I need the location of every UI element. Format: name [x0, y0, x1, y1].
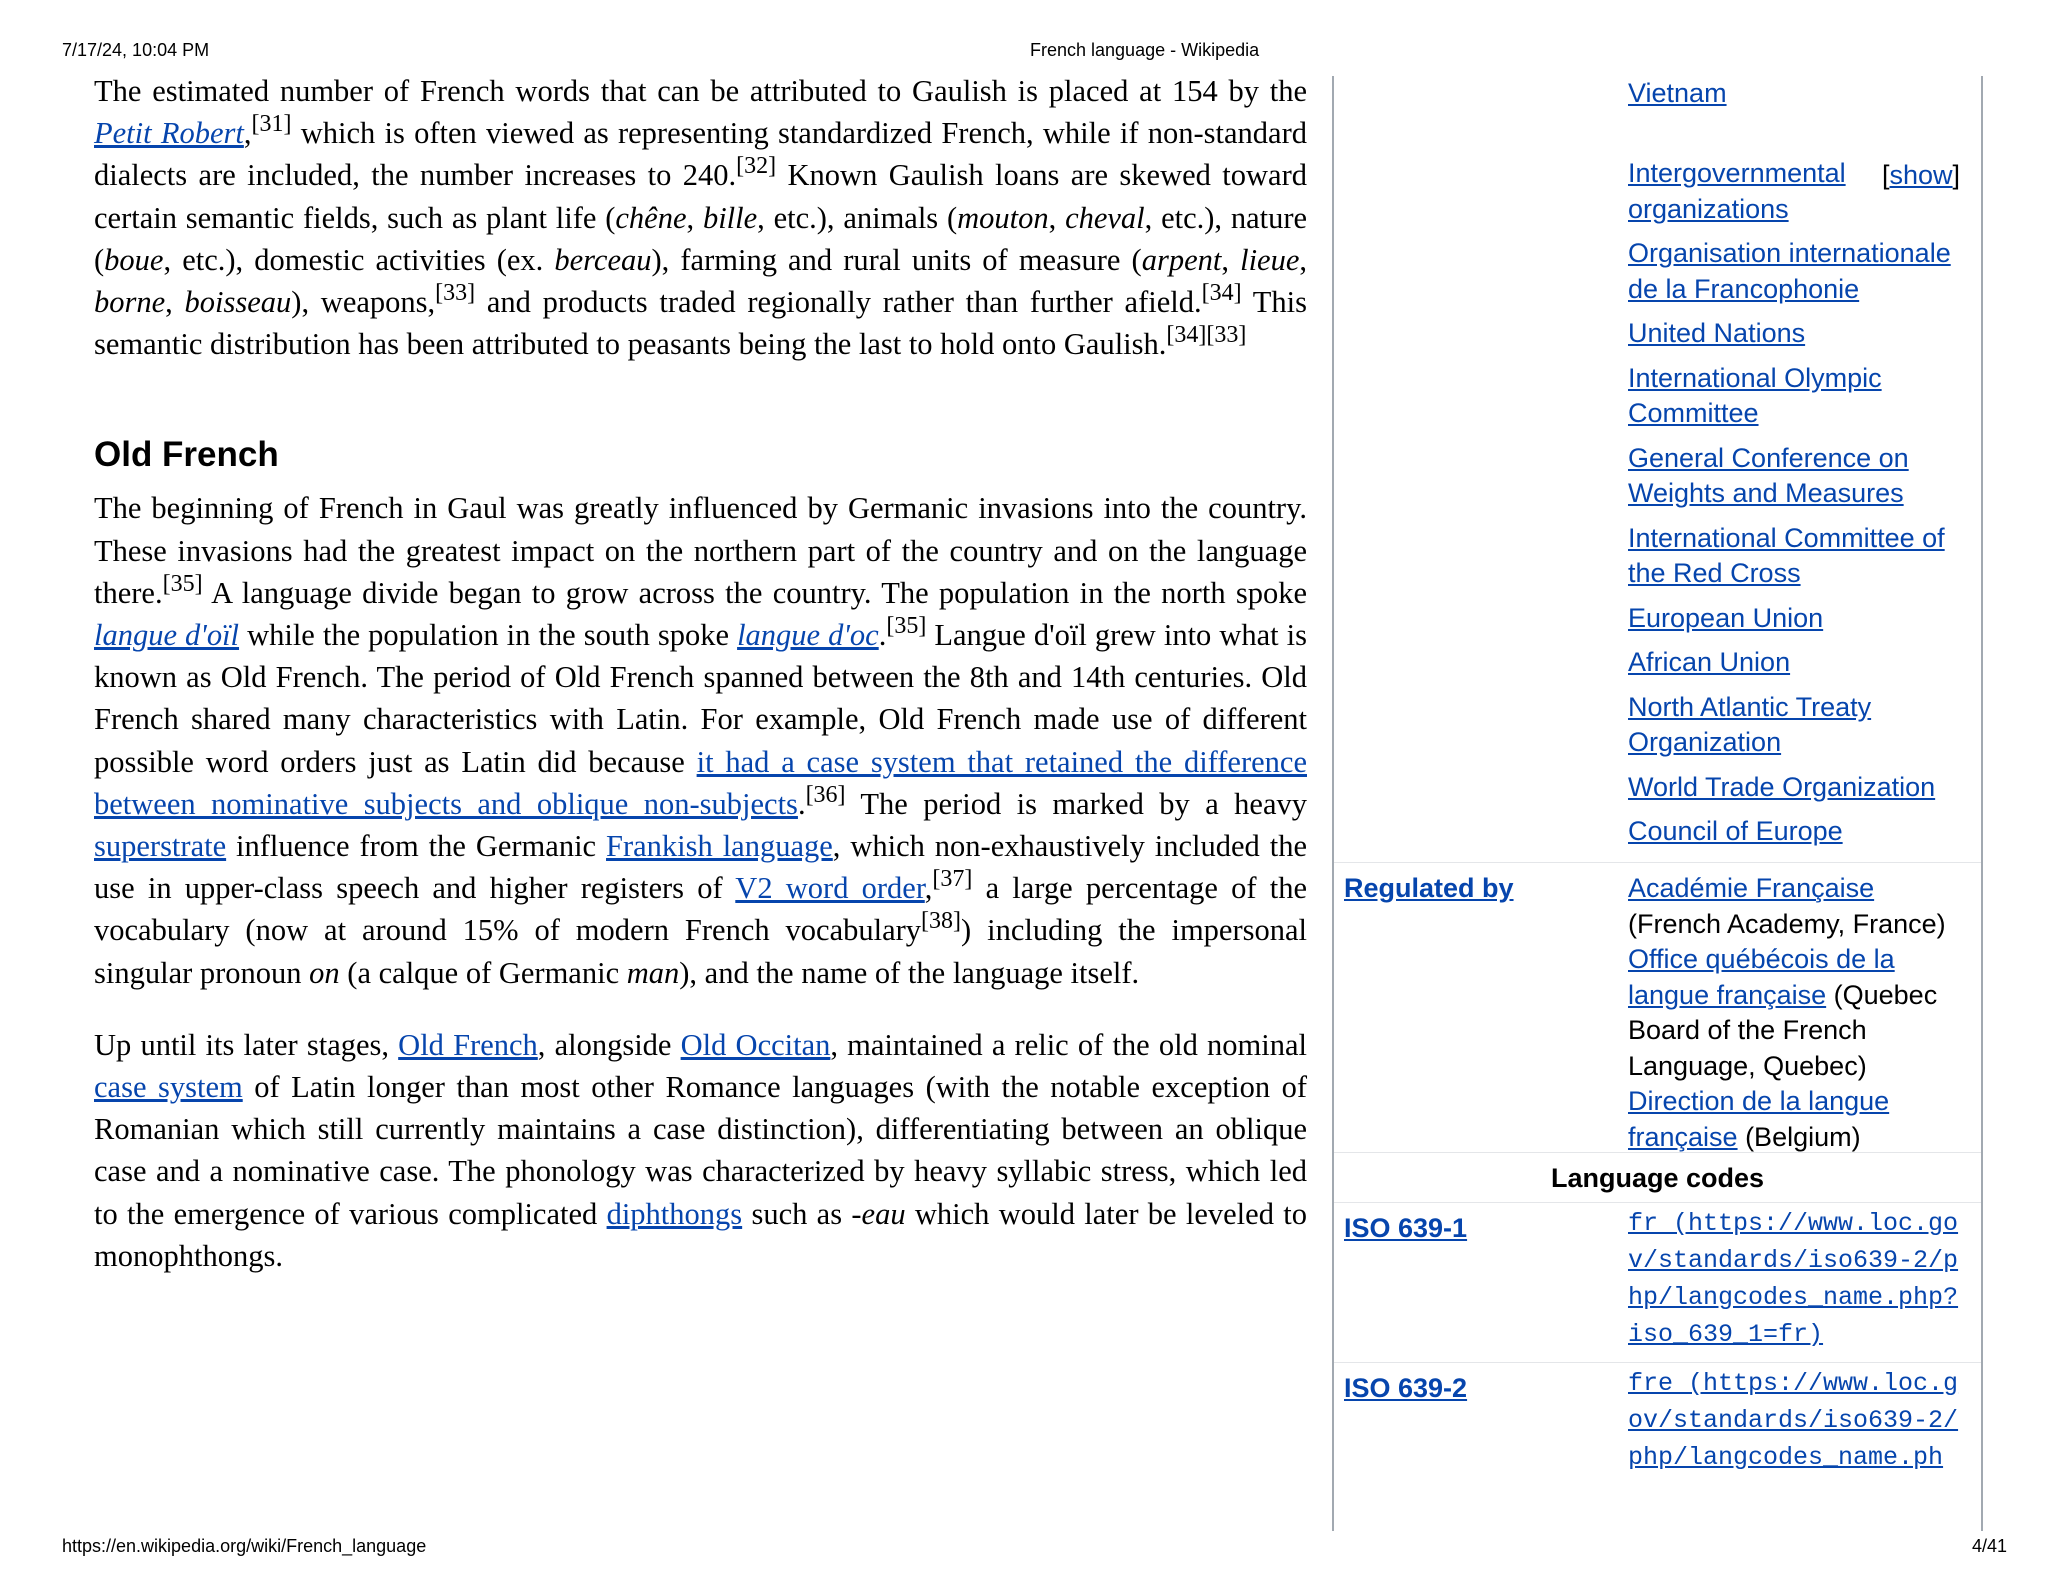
- infobox-link-vietnam[interactable]: Vietnam: [1628, 78, 1727, 108]
- link-langue-doil[interactable]: langue d'oïl: [94, 618, 240, 653]
- paragraph-old-french: The beginning of French in Gaul was greatly influenced by Germanic invasions into the country. These invasions had the greatest impact on the northern part of the country and on the language there.[35] A language divide began to grow across the country. The population in the north spoke langue d'oïl while the population in the south spoke langue d'oc.[35] Langue d'oïl grew into what is known as Old French. The period of Old French spanned between the 8th and 14th centuries. Old French shared many characteristics with Latin. For example, Old French made use of different possible word orders just as Latin did because it had a case system that retained the difference between nominative subjects and oblique non-subjects.[36] The period is marked by a heavy superstrate influence from the Germanic Frankish language, which non-exhaustively included the use in upper-class speech and higher registers of V2 word order,[37] a large percentage of the vocabulary (now at around 15% of modern French vocabulary[38]) including the impersonal singular pronoun on (a calque of Germanic man), and the name of the language itself.: [94, 491, 1308, 990]
- print-url: https://en.wikipedia.org/wiki/French_language: [62, 1536, 427, 1556]
- org-link[interactable]: World Trade Organization: [1628, 771, 1936, 802]
- section-heading-old-french: Old French: [94, 435, 279, 475]
- link-diphthongs[interactable]: diphthongs: [606, 1196, 743, 1231]
- article-body: [94, 70, 1307, 1277]
- org-link[interactable]: International Committee of the Red Cross: [1628, 522, 1945, 588]
- ref-32[interactable]: [32]: [736, 153, 777, 180]
- org-link[interactable]: General Conference on Weights and Measures: [1628, 442, 1909, 508]
- org-link[interactable]: International Olympic Committee: [1628, 362, 1882, 428]
- infobox-codes-header-row: [1334, 1152, 1981, 1202]
- infobox-organizations-list: [1628, 156, 1973, 850]
- regulated-by-link[interactable]: Regulated by: [1344, 873, 1514, 903]
- print-page-number: 4/41: [1972, 1536, 2008, 1556]
- org-link[interactable]: Council of Europe: [1628, 816, 1843, 846]
- paragraph-gaulish: The estimated number of French words that can be attributed to Gaulish is placed at 154 by the Petit Robert,[31] which is often viewed as representing standardized French, while if non-standard dialects are included, the number increases to 240.[32] Known Gaulish loans are skewed toward certain semantic fields, such as plant life (chêne, bille, etc.), animals (mouton, cheval, etc.), nature (boue, etc.), domestic activities (ex. berceau), farming and rural units of measure (arpent, lieue, borne, boisseau), weapons,[33] and products traded regionally rather than further afield.[34] This semantic distribution has been attributed to peasants being the last to hold onto Gaulish.[34][33]: [94, 74, 1308, 362]
- ref-34[interactable]: [34]: [1201, 280, 1242, 307]
- link-case-system[interactable]: case system: [94, 1070, 243, 1105]
- link-case-system-difference[interactable]: it had a case system that retained the difference between nominative subjects and oblique non-subjects: [94, 744, 1307, 821]
- print-page-title: French language - Wikipedia: [1030, 40, 1260, 60]
- infobox-row-iso639-2: [1334, 1362, 1981, 1531]
- language-codes-heading: Language codes: [1550, 1163, 1765, 1193]
- ref-37[interactable]: [37]: [932, 866, 973, 893]
- link-old-french[interactable]: Old French: [398, 1027, 538, 1062]
- link-superstrate[interactable]: superstrate: [94, 829, 227, 864]
- show-button[interactable]: show: [1889, 160, 1953, 190]
- link-petit-robert[interactable]: Petit Robert: [94, 116, 244, 151]
- org-link[interactable]: United Nations: [1628, 318, 1806, 348]
- link-office-quebecois[interactable]: Office québécois de la langue française: [1628, 944, 1895, 1010]
- ref-34b[interactable]: [34]: [1166, 322, 1207, 349]
- link-frankish-language[interactable]: Frankish language: [606, 829, 833, 864]
- paragraph-case-system: Up until its later stages, Old French, alongside Old Occitan, maintained a relic of the old nominal case system of Latin longer than most other Romance languages (with the notable exception of Romanian which still currently maintains a case distinction), differentiating between an oblique case and a nominative case. The phonology was characterized by heavy syllabic stress, which led to the emergence of various complicated diphthongs such as -eau which would later be leveled to monophthongs.: [94, 1027, 1307, 1273]
- print-date: 7/17/24, 10:04 PM: [62, 40, 210, 60]
- link-langue-doc[interactable]: langue d'oc: [737, 618, 879, 653]
- link-direction-langue[interactable]: Direction de la langue française: [1628, 1086, 1890, 1152]
- regulated-by-value: Académie Française (French Academy, France) Office québécois de la langue française (Quebec Board of the French Language, Quebec) Direction de la langue française (Belgium): [1628, 873, 1946, 1152]
- infobox-show-toggle: [show]: [1882, 160, 1961, 190]
- link-academie-francaise[interactable]: Académie Française: [1628, 873, 1875, 903]
- org-link[interactable]: African Union: [1628, 647, 1791, 677]
- ref-35b[interactable]: [35]: [886, 613, 927, 640]
- infobox-row-iso639-1: [1334, 1202, 1981, 1362]
- ref-31[interactable]: [31]: [251, 111, 292, 138]
- ref-33b[interactable]: [33]: [1206, 322, 1247, 349]
- infobox-country-list: [1628, 76, 1878, 112]
- ref-35[interactable]: [35]: [162, 570, 203, 597]
- infobox: [1332, 76, 1983, 1531]
- iso639-2-code-link[interactable]: fre (https://www.loc.gov/standards/iso639-2/php/langcodes_name.ph: [1628, 1369, 1959, 1472]
- org-link[interactable]: Intergovernmental organizations: [1628, 158, 1846, 224]
- infobox-row-regulated-by: [1334, 862, 1981, 1152]
- org-link[interactable]: North Atlantic Treaty Organization: [1628, 691, 1872, 757]
- iso639-1-link[interactable]: ISO 639-1: [1344, 1213, 1468, 1243]
- ref-33[interactable]: [33]: [435, 280, 476, 307]
- ref-36[interactable]: [36]: [805, 781, 846, 808]
- org-link[interactable]: Organisation internationale de la Francophonie: [1628, 238, 1951, 304]
- iso639-2-link[interactable]: ISO 639-2: [1344, 1373, 1468, 1403]
- link-v2-word-order[interactable]: V2 word order: [735, 871, 925, 906]
- org-link[interactable]: European Union: [1628, 602, 1824, 633]
- link-old-occitan[interactable]: Old Occitan: [680, 1027, 831, 1062]
- iso639-1-code-link[interactable]: fr (https://www.loc.gov/standards/iso639-2/php/langcodes_name.php?iso_639_1=fr): [1628, 1209, 1959, 1349]
- ref-38[interactable]: [38]: [921, 908, 962, 935]
